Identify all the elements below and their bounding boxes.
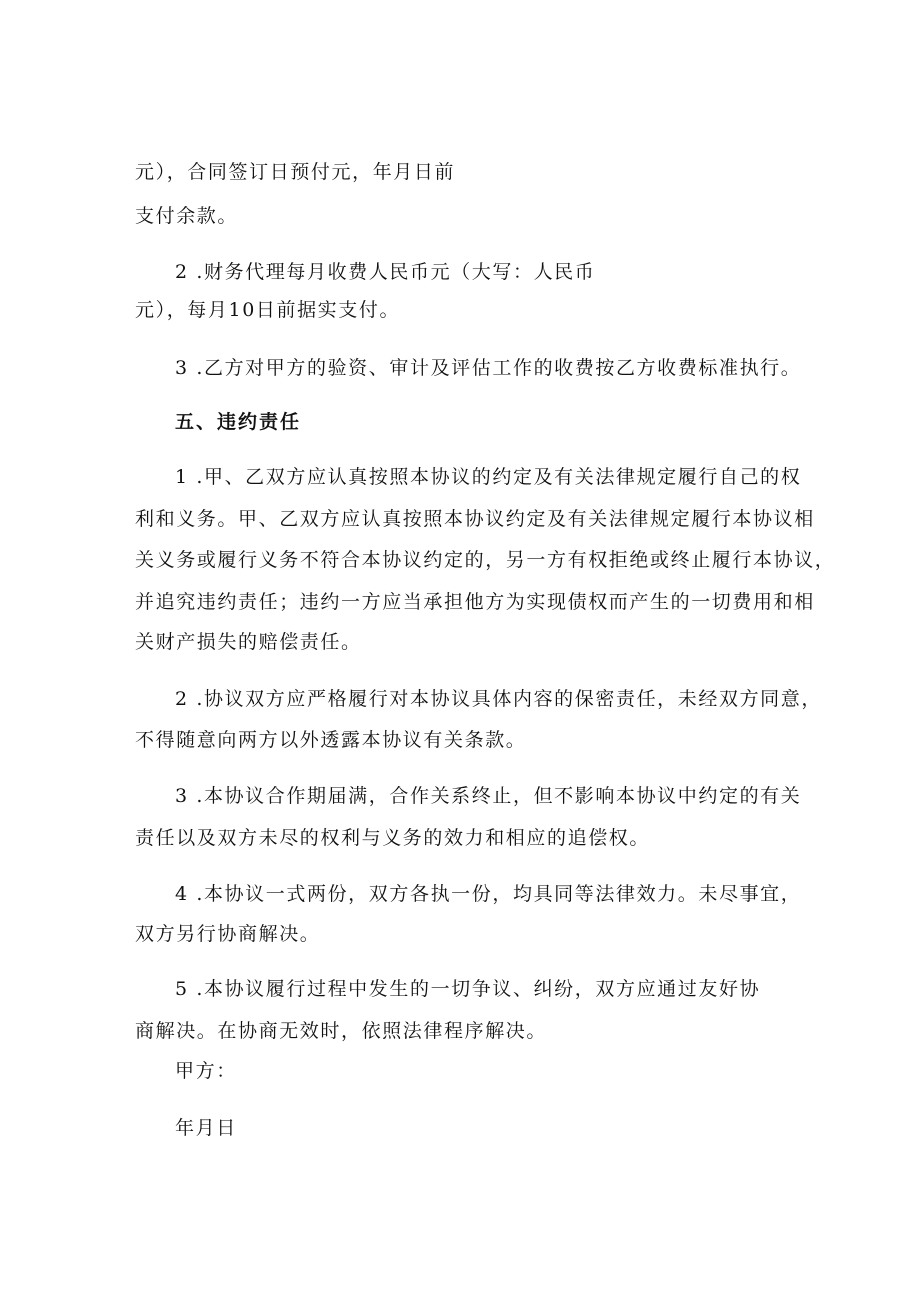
text-line: 商解决。在协商无效时，依照法律程序解决。 — [135, 1020, 548, 1042]
text-line: 2 .协议双方应严格履行对本协议具体内容的保密责任，未经双方同意， — [175, 688, 822, 710]
text-line: 1 .甲、乙双方应认真按照本协议的约定及有关法律规定履行自己的权 — [175, 466, 802, 488]
date-label: 年月日 — [175, 1117, 237, 1139]
text-line: 4 .本协议一式两份，双方各执一份，均具同等法律效力。未尽事宜， — [175, 883, 802, 905]
text-line: 元），合同签订日预付元，年月日前 — [135, 161, 456, 183]
text-line: 利和义务。甲、乙双方应认真按照本协议约定及有关法律规定履行本协议相 — [135, 508, 815, 530]
text-line: 关财产损失的赔偿责任。 — [135, 631, 362, 653]
text-line: 2 .财务代理每月收费人民币元（大写：人民币 — [175, 261, 596, 283]
section-heading: 五、违约责任 — [175, 411, 302, 433]
text-line: 不得随意向两方以外透露本协议有关条款。 — [135, 729, 527, 751]
text-line: 支付余款。 — [135, 205, 239, 227]
text-line: 责任以及双方未尽的权利与义务的效力和相应的追偿权。 — [135, 827, 651, 849]
text-line: 元），每月10日前据实支付。 — [135, 299, 401, 321]
text-line: 双方另行协商解决。 — [135, 923, 321, 945]
text-line: 并追究违约责任；违约一方应当承担他方为实现债权而产生的一切费用和相 — [135, 591, 815, 613]
text-line: 5 .本协议履行过程中发生的一切争议、纠纷，双方应通过友好协 — [175, 978, 761, 1000]
signature-party-label: 甲方： — [175, 1060, 237, 1082]
text-line: 关义务或履行义务不符合本协议约定的，另一方有权拒绝或终止履行本协议， — [135, 549, 836, 571]
text-line: 3 .本协议合作期届满，合作关系终止，但不影响本协议中约定的有关 — [175, 785, 802, 807]
text-line: 3 .乙方对甲方的验资、审计及评估工作的收费按乙方收费标准执行。 — [175, 357, 802, 379]
